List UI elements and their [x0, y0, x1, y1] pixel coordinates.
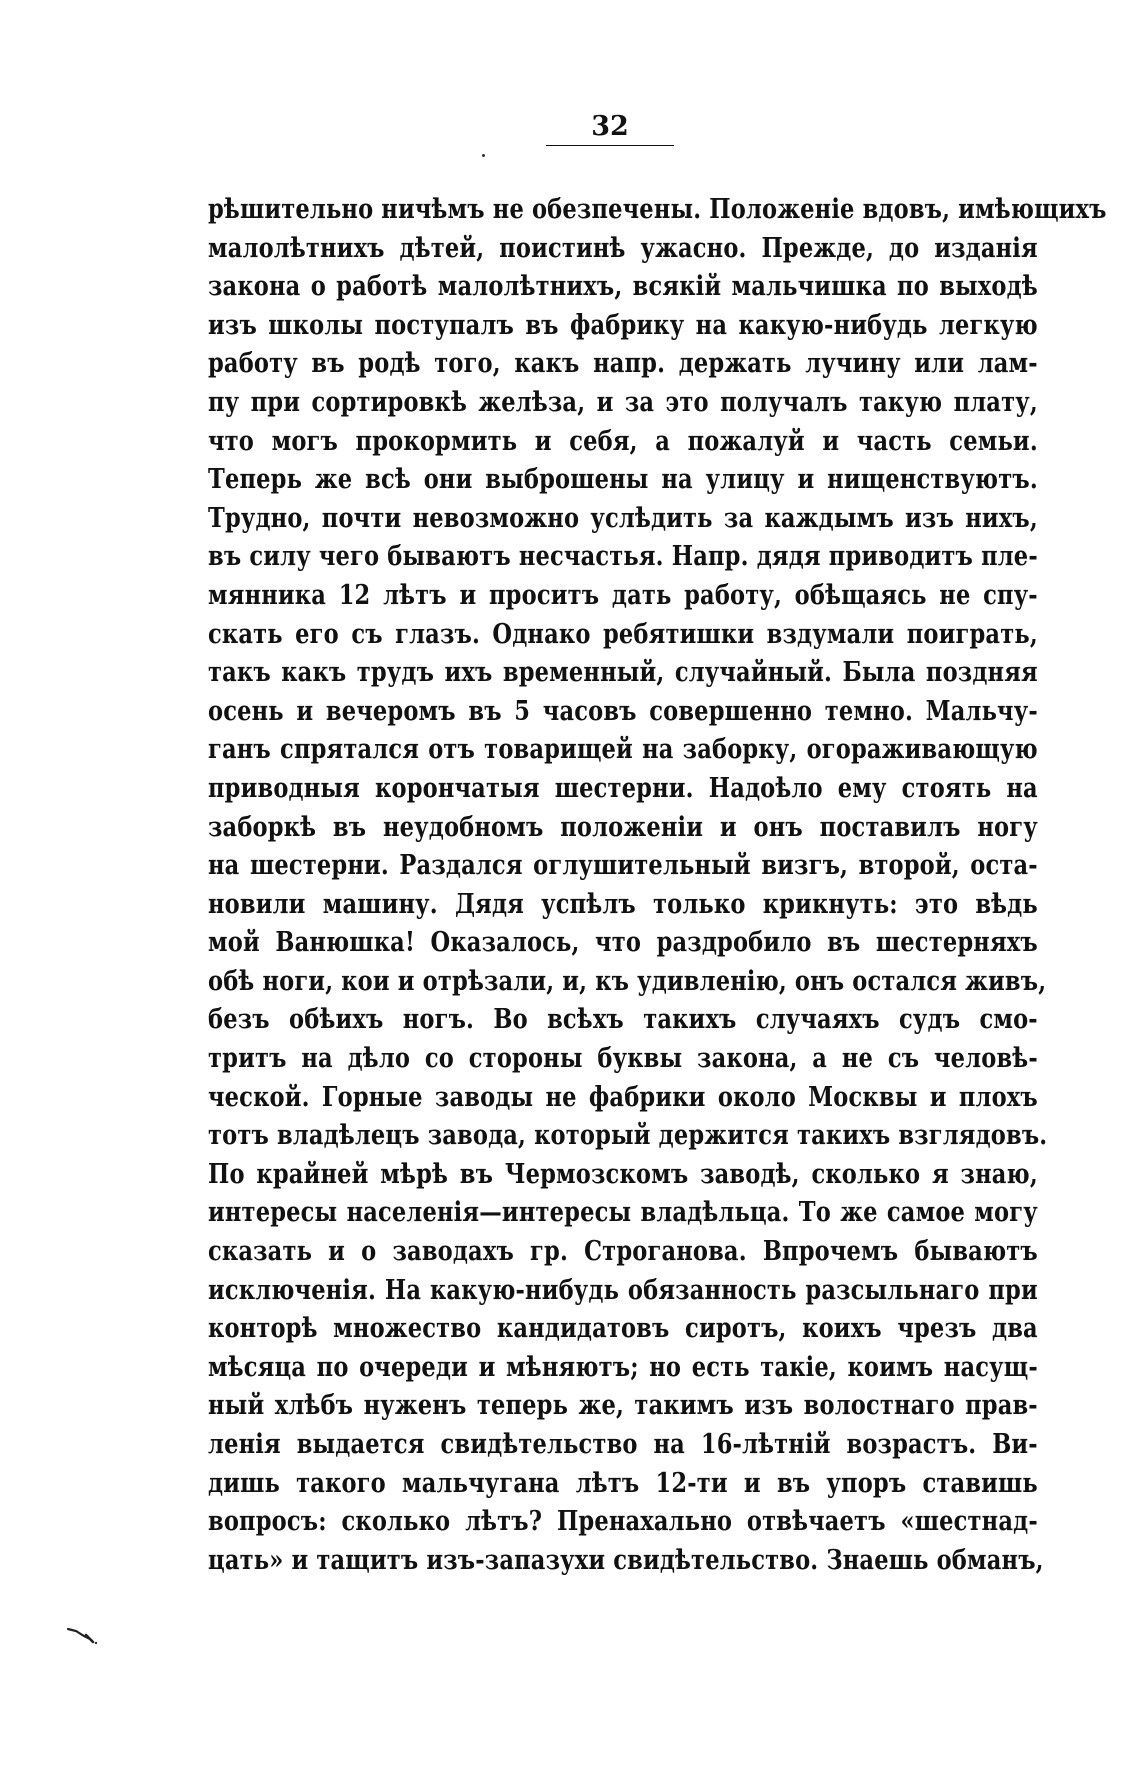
text-line: рѣшительно ничѣмъ не обезпечены. Положеніе вдовъ, имѣющихъ	[208, 193, 1107, 225]
text-line: въ силу чего бываютъ несчастья. Напр. дядя приводитъ пле-	[208, 540, 1038, 573]
print-speck	[482, 154, 485, 157]
text-line: такъ какъ трудъ ихъ временный, случайный. Была поздняя	[208, 656, 1038, 689]
text-line: конторѣ множество кандидатовъ сиротъ, коихъ чрезъ два	[208, 1312, 1038, 1345]
text-line: новили машину. Дядя успѣлъ только крикнуть: это вѣдь	[208, 887, 1038, 920]
text-line: приводныя корончатыя шестерни. Надоѣло ему стоять на	[208, 771, 1038, 804]
text-line: работу въ родѣ того, какъ напр. держать лучину или лам-	[208, 347, 1038, 380]
text-line: пу при сортировкѣ желѣза, и за это получалъ такую плату,	[208, 385, 1038, 418]
text-line: на шестерни. Раздался оглушительный визгъ, второй, оста-	[208, 849, 1038, 882]
text-line: закона о работѣ малолѣтнихъ, всякій мальчишка по выходѣ	[208, 270, 1038, 303]
margin-scribble-icon	[66, 1625, 100, 1645]
text-line: ческой. Горные заводы не фабрики около Москвы и плохъ	[208, 1080, 1038, 1113]
text-line: скать его съ глазъ. Однако ребятишки вздумали поиграть,	[208, 617, 1038, 650]
text-line: Теперь же всѣ они выброшены на улицу и нищенствуютъ.	[208, 463, 1038, 496]
text-line: мой Ванюшка! Оказалось, что раздробило въ шестерняхъ	[208, 926, 1038, 959]
text-line: вопросъ: сколько лѣтъ? Пренахально отвѣчаетъ «шестнад-	[208, 1505, 1038, 1538]
header-rule	[546, 145, 674, 146]
text-line: тритъ на дѣло со стороны буквы закона, а не съ человѣ-	[208, 1042, 1038, 1075]
text-line: изъ школы поступалъ въ фабрику на какую-нибудь легкую	[208, 308, 1038, 341]
body-text	[208, 190, 1107, 1579]
text-line: цать» и тащитъ изъ-запазухи свидѣтельство. Знаешь обманъ,	[208, 1543, 1044, 1576]
text-line: мянника 12 лѣтъ и проситъ дать работу, обѣщаясь не спу-	[208, 578, 1038, 611]
text-line: малолѣтнихъ дѣтей, поистинѣ ужасно. Прежде, до изданія	[208, 231, 1038, 264]
text-line: ганъ спрятался отъ товарищей на заборку, огораживающую	[208, 733, 1038, 766]
text-line: Трудно, почти невозможно услѣдить за каждымъ изъ нихъ,	[208, 501, 1038, 534]
text-line: сказать и о заводахъ гр. Строганова. Впрочемъ бываютъ	[208, 1235, 1038, 1268]
text-line: обѣ ноги, кои и отрѣзали, и, къ удивленію, онъ остался живъ,	[208, 964, 1047, 997]
text-line: По крайней мѣрѣ въ Чермозскомъ заводѣ, сколько я знаю,	[208, 1157, 1038, 1190]
text-line: ный хлѣбъ нуженъ теперь же, такимъ изъ волостнаго прав-	[208, 1389, 1038, 1422]
text-line: тотъ владѣлецъ завода, который держится такихъ взглядовъ.	[208, 1119, 1048, 1152]
text-line: заборкѣ въ неудобномъ положеніи и онъ поставилъ ногу	[208, 810, 1038, 843]
text-line: интересы населенія—интересы владѣльца. То же самое могу	[208, 1196, 1038, 1229]
text-line: безъ обѣихъ ногъ. Во всѣхъ такихъ случаяхъ судъ смо-	[208, 1003, 1038, 1036]
text-line: исключенія. На какую-нибудь обязанность разсыльнаго при	[208, 1273, 1038, 1306]
text-line: мѣсяца по очереди и мѣняютъ; но есть такіе, коимъ насущ-	[208, 1350, 1038, 1383]
text-line: дишь такого мальчугана лѣтъ 12-ти и въ упоръ ставишь	[208, 1466, 1038, 1499]
text-line: ленія выдается свидѣтельство на 16-лѣтній возрастъ. Ви-	[208, 1428, 1038, 1460]
page-number: 32	[591, 111, 629, 142]
text-line: что могъ прокормить и себя, а пожалуй и часть семьи.	[208, 424, 1038, 457]
text-line: осень и вечеромъ въ 5 часовъ совершенно темно. Мальчу-	[208, 694, 1038, 727]
